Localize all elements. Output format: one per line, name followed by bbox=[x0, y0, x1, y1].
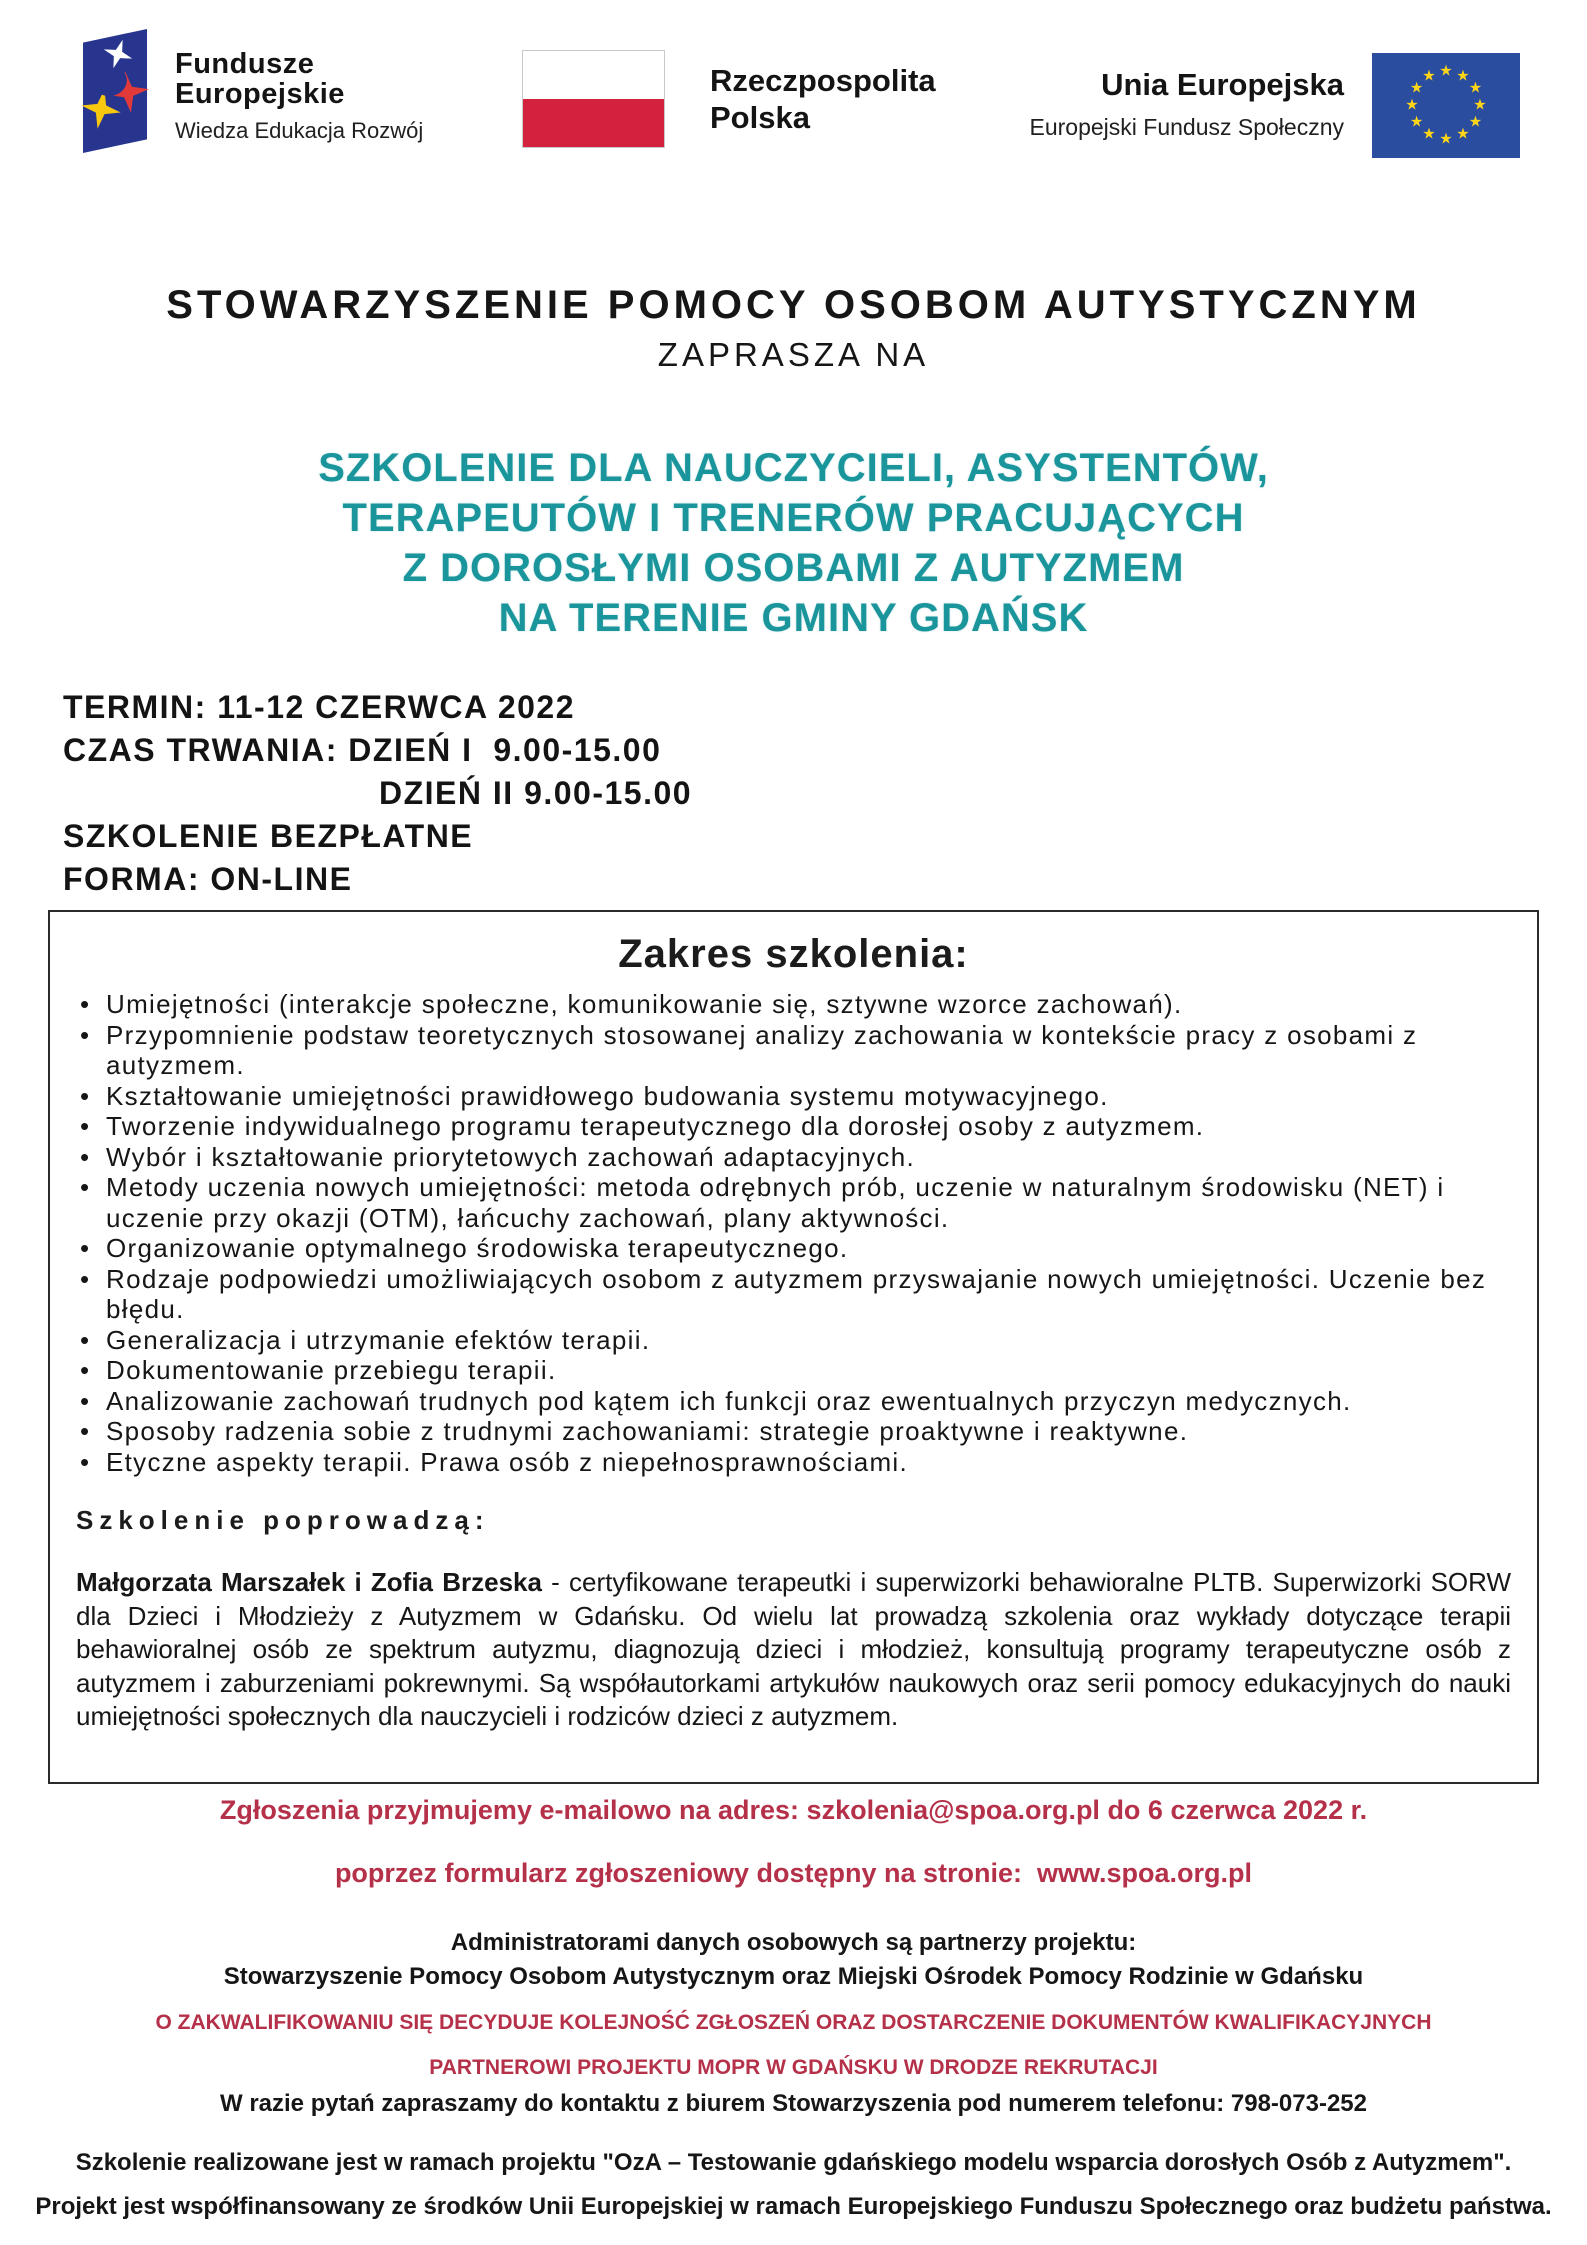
unia-europejska-logo bbox=[1030, 53, 1521, 158]
contact-line: W razie pytań zapraszamy do kontaktu z biurem Stowarzyszenia pod numerem telefonu: 798-073-252 bbox=[220, 2090, 1367, 2117]
trainers-bio bbox=[76, 1566, 1511, 1734]
poland-flag-white-stripe bbox=[523, 51, 664, 99]
training-title bbox=[0, 443, 1587, 643]
trainer-bio-text: - certyfikowane terapeutki i superwizorki behawioralne PLTB. Superwizorki SORW dla Dzieci i Młodzieży z Autyzmem w Gdańsku. Od wielu lat prowadzą szkolenia oraz wykłady dotyczące terapii behawioralnej osób ze spektrum autyzmu, diagnozują dzieci i młodzież, konsultują programy terapeutyczne osób z autyzmem i zaburzeniami pokrewnymi. Są współautorkami artykułów naukowych oraz serii pomocy edukacyjnych do nauki umiejętności społecznych dla nauczycieli i rodziców dzieci z autyzmem. bbox=[76, 1567, 1511, 1731]
scope-item: • Organizowanie optymalnego środowiska terapeutycznego. bbox=[76, 1233, 1511, 1264]
eu-star-icon: ★ bbox=[1422, 66, 1436, 85]
bezplatne-line: SZKOLENIE BEZPŁATNE bbox=[63, 818, 474, 854]
scope-item: • Rodzaje podpowiedzi umożliwiających osobom z autyzmem przyswajanie nowych umiejętności. Uczenie bez błędu. bbox=[76, 1264, 1511, 1325]
scope-title: Zakres szkolenia: bbox=[618, 932, 969, 976]
eu-logo-text bbox=[1030, 53, 1345, 141]
eu-star-icon: ★ bbox=[1468, 112, 1483, 131]
apply-line-1 bbox=[0, 1795, 1587, 1826]
scope-item: • Dokumentowanie przebiegu terapii. bbox=[76, 1355, 1511, 1386]
training-title-line: TERAPEUTÓW I TRENERÓW PRACUJĄCYCH bbox=[342, 496, 1245, 540]
footer-line-2: Projekt jest współfinansowany ze środków Unii Europejskiej w ramach Europejskiego Funduszu Społecznego oraz budżetu państwa. bbox=[35, 2193, 1552, 2220]
qualification-line-1: O ZAKWALIFIKOWANIU SIĘ DECYDUJE KOLEJNOŚĆ ZGŁOSZEŃ ORAZ DOSTARCZENIE DOKUMENTÓW KWALIFIKACYJNYCH bbox=[155, 2011, 1432, 2034]
rzeczpospolita-polska-logo bbox=[522, 50, 936, 148]
czas-trwania-line2: DZIEŃ II 9.00-15.00 bbox=[379, 775, 693, 811]
eu-star-icon: ★ bbox=[1456, 124, 1470, 143]
training-title-line: Z DOROSŁYMI OSOBAMI Z AUTYZMEM bbox=[402, 546, 1185, 590]
scope-item: • Tworzenie indywidualnego programu terapeutycznego dla dorosłej osoby z autyzmem. bbox=[76, 1111, 1511, 1142]
eu-star-icon: ★ bbox=[1422, 124, 1436, 143]
fe-subtitle: Wiedza Edukacja Rozwój bbox=[175, 118, 424, 143]
eu-star-icon: ★ bbox=[1409, 112, 1424, 131]
eu-star-icon: ★ bbox=[1405, 95, 1419, 114]
scope-item: • Analizowanie zachowań trudnych pod kątem ich funkcji oraz ewentualnych przyczyn medycznych. bbox=[76, 1386, 1511, 1417]
eu-star-icon: ★ bbox=[1439, 129, 1453, 148]
scope-item: • Etyczne aspekty terapii. Prawa osób z niepełnosprawnościami. bbox=[76, 1447, 1511, 1478]
footer-line-1: Szkolenie realizowane jest w ramach projektu "OzA – Testowanie gdańskiego modelu wsparcia dorosłych Osób z Autyzmem". bbox=[75, 2149, 1512, 2176]
poland-flag-icon bbox=[522, 50, 665, 148]
qualification-note bbox=[0, 2000, 1587, 2090]
poland-flag-red-stripe bbox=[523, 99, 664, 147]
fundusze-europejskie-logo bbox=[83, 29, 423, 153]
termin-line: TERMIN: 11-12 CZERWCA 2022 bbox=[63, 689, 576, 725]
eu-subtitle: Europejski Fundusz Społeczny bbox=[1029, 114, 1344, 140]
eu-title: Unia Europejska bbox=[1101, 67, 1344, 102]
scope-box bbox=[48, 910, 1539, 1784]
eu-star-icon: ★ bbox=[1473, 95, 1487, 114]
apply-line-1-prefix: Zgłoszenia przyjmujemy e-mailowo na adres: bbox=[219, 1795, 807, 1825]
scope-item: • Wybór i kształtowanie priorytetowych zachowań adaptacyjnych. bbox=[76, 1142, 1511, 1173]
czas-trwania-line: CZAS TRWANIA: DZIEŃ I 9.00-15.00 bbox=[63, 732, 662, 768]
eu-star-icon: ★ bbox=[1409, 78, 1424, 97]
training-title-line: NA TERENIE GMINY GDAŃSK bbox=[498, 596, 1089, 640]
apply-line-2 bbox=[0, 1858, 1587, 1889]
poland-name-line1: Rzeczpospolita bbox=[710, 63, 936, 98]
email-address: szkolenia@spoa.org.pl bbox=[806, 1795, 1100, 1825]
organization-title: STOWARZYSZENIE POMOCY OSOBOM AUTYSTYCZNYM bbox=[166, 283, 1421, 327]
admin-line-2: Stowarzyszenie Pomocy Osobom Autystycznym oraz Miejski Ośrodek Pomocy Rodzinie w Gdańsku bbox=[223, 1963, 1364, 1990]
apply-line-2-prefix: poprzez formularz zgłoszeniowy dostępny na stronie: bbox=[334, 1858, 1038, 1888]
scope-list bbox=[76, 989, 1511, 1477]
qualification-line-2: PARTNEROWI PROJEKTU MOPR W GDAŃSKU W DRODZE REKRUTACJI bbox=[429, 2056, 1158, 2079]
invite-line: ZAPRASZA NA bbox=[657, 336, 930, 373]
training-details bbox=[63, 686, 692, 901]
poland-name bbox=[710, 62, 936, 136]
eu-star-icon: ★ bbox=[1468, 78, 1483, 97]
apply-line-1-suffix: do 6 czerwca 2022 r. bbox=[1099, 1795, 1368, 1825]
fe-title-line2: Europejskie bbox=[175, 78, 345, 110]
eu-flag-icon bbox=[1372, 53, 1520, 158]
scope-item: • Kształtowanie umiejętności prawidłowego budowania systemu motywacyjnego. bbox=[76, 1081, 1511, 1112]
scope-item: • Sposoby radzenia sobie z trudnymi zachowaniami: strategie proaktywne i reaktywne. bbox=[76, 1416, 1511, 1447]
footer bbox=[8, 2141, 1579, 2229]
scope-item: • Przypomnienie podstaw teoretycznych stosowanej analizy zachowania w kontekście pracy z osobami z autyzmem. bbox=[76, 1020, 1511, 1081]
poland-name-line2: Polska bbox=[710, 100, 810, 135]
fe-logo-text bbox=[175, 29, 423, 153]
scope-item: • Umiejętności (interakcje społeczne, komunikowanie się, sztywne wzorce zachowań). bbox=[76, 989, 1511, 1020]
website-address: www.spoa.org.pl bbox=[1037, 1858, 1253, 1888]
eu-star-icon: ★ bbox=[1456, 66, 1470, 85]
fe-title-line1: Fundusze bbox=[175, 48, 315, 80]
scope-item: • Metody uczenia nowych umiejętności: metoda odrębnych prób, uczenie w naturalnym środowisku (NET) i uczenie przy okazji (OTM), łańcuchy zachowań, plany aktywności. bbox=[76, 1172, 1511, 1233]
eu-star-icon: ★ bbox=[1439, 61, 1453, 80]
fundusze-europejskie-emblem-icon bbox=[83, 29, 147, 153]
training-title-line: SZKOLENIE DLA NAUCZYCIELI, ASYSTENTÓW, bbox=[318, 446, 1269, 490]
trainers-heading: Szkolenie poprowadzą: bbox=[76, 1505, 490, 1535]
forma-line: FORMA: ON-LINE bbox=[63, 861, 353, 897]
scope-item: • Generalizacja i utrzymanie efektów terapii. bbox=[76, 1325, 1511, 1356]
admin-line-1: Administratorami danych osobowych są partnerzy projektu: bbox=[450, 1929, 1137, 1956]
trainer-names: Małgorzata Marszałek i Zofia Brzeska bbox=[76, 1567, 542, 1597]
admin-note bbox=[0, 1926, 1587, 1994]
